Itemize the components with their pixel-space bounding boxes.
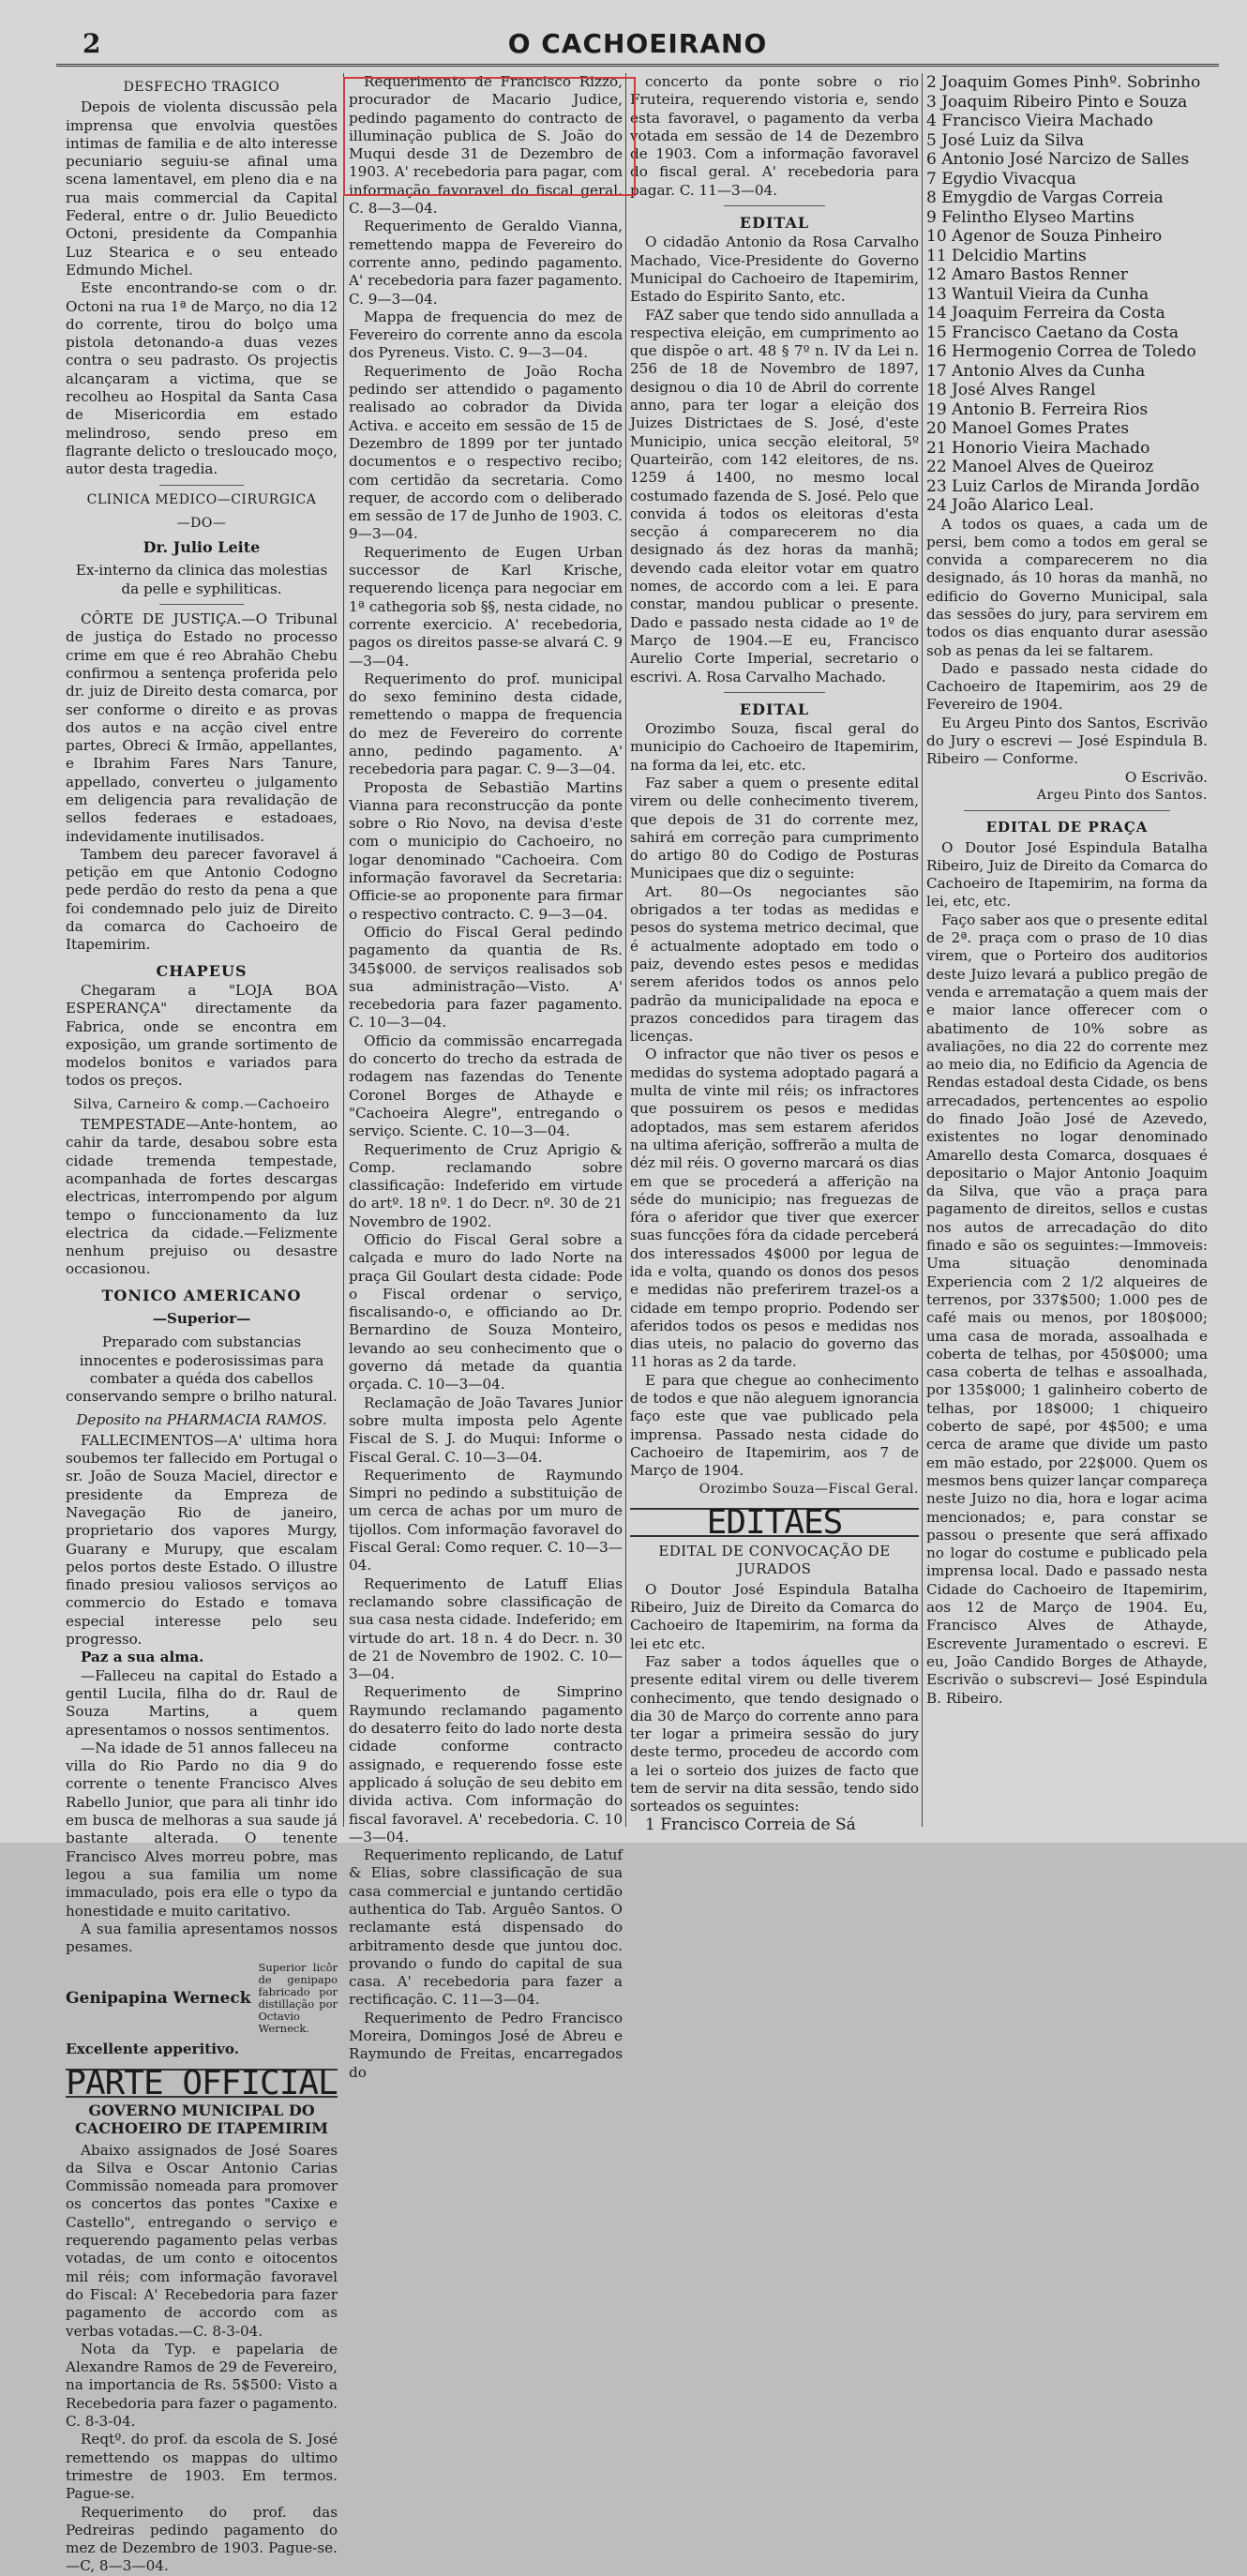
juror-item: 9 Felintho Elyseo Martins bbox=[926, 207, 1134, 227]
article-paragraph: Orozimbo Souza, fiscal geral do municipio do Cachoeiro de Itapemirim, na forma da lei, etc. etc. bbox=[630, 720, 919, 774]
juror-item: 11 Delcidio Martins bbox=[926, 246, 1087, 265]
ad-subtitle: —DO— bbox=[176, 515, 227, 531]
juror-item: 6 Antonio José Narcizo de Salles bbox=[926, 150, 1190, 169]
column-1 bbox=[66, 73, 338, 2575]
article-paragraph: Requerimento de João Rocha pedindo ser attendido o pagamento realisado ao cobrador da Divida Activa. e acceito em sessão de 15 de Dezembro de 1899 por ter juntado documentos e o respectivo recibo; com certidão da secretaria. Como requer, de accordo com o deliberado em sessão de 17 de Junho de 1903. C. 9—3—04. bbox=[349, 362, 623, 543]
article-paragraph: Nota da Typ. e papelaria de Alexandre Ramos de 29 de Fevereiro, na importancia de Rs. 5$500: Visto a Recebedoria para fazer o pagamento. C. 8-3-04. bbox=[66, 2340, 338, 2431]
section-subheading: GOVERNO MUNICIPAL DO CACHOEIRO DE ITAPEMIRIM bbox=[75, 2101, 328, 2138]
article-paragraph: O cidadão Antonio da Rosa Carvalho Machado, Vice-Presidente do Governo Municipal do Cachoeiro de Itapemirim, Estado do Espirito Santo, etc. bbox=[630, 233, 919, 306]
article-paragraph: Requerimento do prof. municipal do sexo feminino desta cidade, remettendo o mappa de frequencia do mez de Fevereiro do corrente anno, pedindo pagamento. A' recebedoria para pagar. C. 9—3—04. bbox=[349, 670, 623, 778]
article-paragraph: Eu Argeu Pinto dos Santos, Escrivão do Jury o escrevi — José Espindula B. Ribeiro — Conforme. bbox=[926, 714, 1208, 768]
divider bbox=[724, 205, 825, 206]
ad-title: TONICO AMERICANO bbox=[101, 1286, 302, 1304]
article-paragraph: Faço saber aos que o presente edital de 2ª. praça com o praso de 10 dias virem, que o Porteiro dos auditorios deste Juizo levará a publico pregão de venda e arrematação a quem mais der e maior lance offerecer com o abatimento de 10% sobre as avaliações, no dia 22 do corrente mez ao meio dia, no Edificio da Agencia de Rendas estadoal desta Cidade, os bens arrecadados, pertencentes ao espolio do finado João José de Azevedo, existentes no logar denominado Amarello desta Comarca, dosquaes é depositario o Major Antonio Joaquim da Silva, que vão a praça para pagamento de direitos, sellos e custas nos autos de arrecadação do dito finado e são os seguintes:—Immoveis: Uma situação denominada Experiencia com 2 1/2 alqueires de terrenos, por 337$500; 1.000 pes de café mais ou menos, por 180$000; uma casa de morada, assoalhada e coberta de telhas, por 450$000; uma casa coberta de telhas e assoalhada, por 135$000; 1 galinheiro coberto de telhas, por 18$000; 1 chiqueiro coberto de sapé, por 4$500; e uma cerca de arame que divide um pasto em mão estado, por 22$000. Quem os mesmos bens quizer lançar compareça neste Juizo no dia, hora e logar acima mencionados; e, para constar se passou o presente que será affixado no logar do costume e publicado pela imprensa local. Dado e passado nesta Cidade do Cachoeiro de Itapemirim, aos 12 de Março de 1904. Eu, Francisco Alves de Athayde, Escrevente Juramentado o escrevi. E eu, João Candido Borges de Athayde, Escrivão o subscrevi— José Espindula B. Ribeiro. bbox=[926, 911, 1208, 1707]
juror-item: 17 Antonio Alves da Cunha bbox=[926, 361, 1146, 381]
juror-item: 12 Amaro Bastos Renner bbox=[926, 265, 1128, 284]
edital-signature: Argeu Pinto dos Santos. bbox=[1036, 787, 1208, 803]
article-paragraph: Officio do Fiscal Geral pedindo pagamento da quantia de Rs. 345$000. de serviços realisados sob sua administração—Visto. A' recebedoria para fazer pagamento. C. 10—3—04. bbox=[349, 923, 623, 1032]
ad-text: Deposito na PHARMACIA RAMOS. bbox=[76, 1411, 327, 1429]
edital-heading: EDITAL DE CONVOCAÇÃO DE JURADOS bbox=[658, 1543, 891, 1578]
column-4 bbox=[926, 73, 1208, 1831]
ad-name: Genipapina Werneck bbox=[66, 1988, 251, 2008]
divider bbox=[724, 692, 825, 693]
column-3 bbox=[630, 73, 919, 1834]
divider bbox=[964, 810, 1170, 811]
column-rule bbox=[625, 73, 626, 1827]
article-paragraph: FAZ saber que tendo sido annullada a respectiva eleição, em cumprimento ao que dispõe o art. 48 § 7º n. IV da Lei n. 256 de 18 de Novembro de 1897, designou o dia 10 de Abril do corrente anno, para ter logar a eleição dos Juizes Districtaes de S. José, d'este Municipio, unica secção eleitoral, 5º Quarteirão, com 142 eleitores, de ns. 1259 á 1400, no mesmo local costumado fazenda de S. José. Pelo que convida á todos os eleitoras d'esta secção á comparecerem no dia designado ás dez horas da manhã; devendo cada eleitor votar em quatro nomes, de accordo com a lei. E para constar, mandou publicar o presente. Dado e passado nesta cidade ao 1º de Março de 1904.—E eu, Francisco Aurelio Corte Imperial, secretario o escrivi. A. Rosa Carvalho Machado. bbox=[630, 306, 919, 685]
article-paragraph: Este encontrando-se com o dr. Octoni na rua 1ª de Março, no dia 12 do corrente, tirou do bolço uma pistola detonando-a duas vezes contra o seu padrasto. Os projectis alcançaram a victima, que se recolheu ao Hospital da Santa Casa de Misericordia em estado melindroso, sendo preso em flagrante delicto o tresloucado moço, autor desta tragedia. bbox=[66, 279, 338, 478]
juror-item: 22 Manoel Alves de Queiroz bbox=[926, 458, 1154, 476]
article-paragraph: Depois de violenta discussão pela imprensa que envolvia questões intimas de familia e de alto interesse pecuniario seguiu-se afinal uma scena lamentavel, em pleno dia e na rua mais commercial da Capital Federal, entre o dr. Julio Beuedicto Octoni, presidente da Companhia Luz Stearica e o seu enteado Edmundo Michel. bbox=[66, 98, 338, 279]
edital-heading: EDITAL bbox=[739, 700, 810, 718]
column-rule bbox=[343, 73, 344, 1827]
article-paragraph: —Falleceu na capital do Estado a gentil Lucila, filha do dr. Raul de Souza Martins, a quem apresentamos o nossos sentimentos. bbox=[66, 1666, 338, 1739]
juror-item: 14 Joaquim Ferreira da Costa bbox=[926, 304, 1165, 323]
juror-item: 13 Wantuil Vieira da Cunha bbox=[926, 284, 1149, 304]
edital-heading: EDITAL bbox=[739, 214, 810, 233]
article-paragraph: Reclamação de João Tavares Junior sobre multa imposta pelo Agente Fiscal de S. J. do Muqui: Informe o Fiscal Geral. C. 10—3—04. bbox=[349, 1393, 623, 1466]
juror-list bbox=[926, 73, 1208, 516]
article-paragraph: Requerimento de Francisco Rizzo, procurador de Macario Judice, pedindo pagamento do contracto de illuminação publica de S. João do Muqui desde 31 de Dezembro de 1903. A' recebedoria para pagar, com informação favoravel do fiscal geral. C. 8—3—04. bbox=[349, 73, 623, 218]
juror-item: 7 Egydio Vivacqua bbox=[926, 169, 1076, 188]
article-paragraph: Dado e passado nesta cidade do Cachoeiro de Itapemirim, aos 29 de Fevereiro de 1904. bbox=[926, 659, 1208, 714]
ad-text: Ex-interno da clinica das molestias da pelle e syphiliticas. bbox=[75, 562, 328, 597]
article-paragraph: O infractor que não tiver os pesos e medidas do systema adoptado pagará a multa de vinte mil réis; os infractores que possuirem os pesos e medidas adoptados, mas sem estarem aferidos na ultima aferição, soffrerão a multa de déz mil réis. O governo marcará os dias em que se procederá a afferição na séde do municipio; nas freguezas de fóra o aferidor que tiver que exercer suas funcções fóra da cidade perceberá dos interessados 4$000 por legua de ida e volta, quando os donos dos pesos e medidas não preferirem trazel-os a cidade em tempo proprio. Podendo ser aferidos todos os pesos e medidas nos dias uteis, no palacio do governo das 11 horas as 2 da tarde. bbox=[630, 1046, 919, 1371]
ad-name: Dr. Julio Leite bbox=[143, 538, 261, 557]
article-paragraph: Faz saber a quem o presente edital virem ou delle conhecimento tiverem, que depois de 31 do corrente mez, sahirá em correção para cumprimento do artigo 80 do Codigo de Posturas Municipaes que diz o seguinte: bbox=[630, 774, 919, 882]
juror-item: 10 Agenor de Souza Pinheiro bbox=[926, 227, 1163, 246]
divider bbox=[159, 604, 244, 605]
column-rule bbox=[922, 73, 923, 1827]
page-number: 2 bbox=[83, 28, 101, 59]
article-paragraph: Requerimento de Geraldo Vianna, remettendo mappa de Fevereiro do corrente anno, pedindo pagamento. A' recebedoria para fazer pagamento. C. 9—3—04. bbox=[349, 218, 623, 308]
juror-item: 23 Luiz Carlos de Miranda Jordão bbox=[926, 476, 1200, 496]
ad-text: Chegaram a "LOJA BOA ESPERANÇA" directamente da Fabrica, onde se encontra em exposição, um grande sortimento de modelos bonitos e variados para todos os preços. bbox=[66, 981, 338, 1090]
article-paragraph: Requerimento de Simprino Raymundo reclamando pagamento do desaterro feito do lado norte desta cidade conforme contracto assignado, e requerendo fosse este applicado á solução de seu debito em divida activa. Com informação do fiscal favoravel. A' recebedoria. C. 10—3—04. bbox=[349, 1683, 623, 1845]
juror-item: 1 Francisco Correia de Sá bbox=[645, 1815, 856, 1834]
juror-item: 4 Francisco Vieira Machado bbox=[926, 112, 1153, 130]
article-title: DESFECHO TRAGICO bbox=[123, 80, 280, 95]
edital-heading: EDITAL DE PRAÇA bbox=[985, 819, 1149, 836]
article-paragraph: Requerimento de Raymundo Simpri no pedindo a substituição de um cerca de achas por um muro de tijollos. Com informação favoravel do Fiscal Geral: Como requer. C. 10—3—04. bbox=[349, 1466, 623, 1574]
genipapina-ad bbox=[66, 1962, 338, 2035]
juror-item: 2 Joaquim Gomes Pinhº. Sobrinho bbox=[926, 73, 1201, 92]
article-paragraph: CÔRTE DE JUSTIÇA.—O Tribunal de justiça do Estado no processo crime em que é reo Abrahão Chebu confirmou a sentença proferida pelo dr. juiz de Direito desta comarca, por ser conforme o direito e as provas dos autos e na acção civel entre partes, Obreci & Irmão, appellantes, e Ibrahim Fares Nars Tanure, appellado, converteu o julgamento em deligencia para revalidação de sellos federaes e estadoaes, indevidamente inutilisados. bbox=[66, 610, 338, 845]
article-paragraph: Faz saber a todos áquelles que o presente edital virem ou delle tiverem conhecimento, que tendo designado o dia 30 de Março do corrente anno para ter logar a primeira sessão do jury deste termo, procedeu de accordo com a lei o sorteio dos juizes de facto que tem de servir na dita sessão, tendo sido sorteados os seguintes: bbox=[630, 1652, 919, 1815]
article-paragraph: A todos os quaes, a cada um de persi, bem como a todos em geral se convida a comparecerem no dia designado, ás 10 horas da manhã, no edificio do Governo Municipal, sala das sessões do jury, para servirem em todos os dias enquanto durar asessão sob as penas da lei se faltarem. bbox=[926, 515, 1208, 659]
article-paragraph: —Na idade de 51 annos falleceu na villa do Rio Pardo no dia 9 do corrente o tenente Francisco Alves Rabello Junior, que para ali tinhr ido em busca de melhoras a sua saude já bastante alterada. O tenente Francisco Alves morreu pobre, mas legou a sua familia um nome immaculado, pois era elle o typo da honestidade e muito caritativo. bbox=[66, 1739, 338, 1920]
juror-item: 18 José Alves Rangel bbox=[926, 381, 1096, 399]
article-paragraph: Requerimento de Latuff Elias reclamando sobre classificação de sua casa nesta cidade. Indeferido; em virtude do art. 18 n. 4 do Decr. n. 30 de 21 de Novembro de 1902. C. 10—3—04. bbox=[349, 1574, 623, 1683]
juror-item: 21 Honorio Vieira Machado bbox=[926, 438, 1150, 458]
edital-signature: Orozimbo Souza—Fiscal Geral. bbox=[699, 1481, 919, 1497]
article-paragraph: Officio da commissão encarregada do concerto do trecho da estrada de rodagem nas fazendas do Tenente Coronel Borges de Athayde e "Cachoeira Alegre", entregando o serviço. Sciente. C. 10—3—04. bbox=[349, 1032, 623, 1140]
article-paragraph: concerto da ponte sobre o rio Fruteira, requerendo vistoria e, sendo esta favoravel, o pagamento da verba votada em sessão de 14 de Dezembro de 1903. Com a informação favoravel do fiscal geral. A' recebedoria para pagar. C. 11—3—04. bbox=[630, 73, 919, 199]
article-paragraph: O Doutor José Espindula Batalha Ribeiro, Juiz de Direito da Comarca do Cachoeiro de Itapemirim, na forma da lei etc etc. bbox=[630, 1580, 919, 1652]
article-paragraph: Requerimento replicando, de Latuf & Elias, sobre classificação de sua casa commercial e juntando certidão authentica do Tab. Arguêo Santos. O reclamante está dispensado do arbitramento desde que juntou doc. provando o fundo do capital de sua casa. A' recebedoria para fazer a rectificação. C. 11—3—04. bbox=[349, 1846, 623, 2009]
section-heading: PARTE OFFICIAL bbox=[66, 2063, 338, 2102]
article-paragraph: Tambem deu parecer favoravel á petição em que Antonio Codogno pede perdão do resto da pena a que foi condemnado pelo juiz de Direito da comarca do Cachoeiro de Itapemirim. bbox=[66, 845, 338, 954]
ad-title: CHAPEUS bbox=[156, 961, 248, 980]
article-paragraph: Requerimento de Eugen Urban successor de Karl Krische, requerendo licença para negociar em 1ª cathegoria sob §§, nesta cidade, no corrente exercicio. A' recebedoria, pagos os direitos passe-se alvará C. 9—3—04. bbox=[349, 543, 623, 670]
ad-signature: Silva, Carneiro & comp.—Cachoeiro bbox=[73, 1096, 330, 1112]
juror-item: 15 Francisco Caetano da Costa bbox=[926, 323, 1179, 342]
ad-text: Preparado com substancias innocentes e poderosissimas para combater a quéda dos cabellos conservando sempre o brilho natural. bbox=[66, 1333, 338, 1406]
article-paragraph: Art. 80—Os negociantes são obrigados a ter todas as medidas e pesos do systema metrico decimal, que é actualmente adoptado em todo o paiz, devendo estes pesos e medidas serem aferidos todos os annos pelo padrão da municipalidade na epoca e prazos concedidos para tiragem das licenças. bbox=[630, 882, 919, 1046]
article-paragraph: Requerimento de Pedro Francisco Moreira, Domingos José de Abreu e Raymundo de Freitas, encarregados do bbox=[349, 2009, 623, 2081]
article-paragraph: Paz a sua alma. bbox=[81, 1649, 204, 1666]
article-paragraph: TEMPESTADE—Ante-hontem, ao cahir da tarde, desabou sobre esta cidade tremenda tempestade, acompanhada de fortes descargas electricas, interrompendo por algum tempo o funccionamento da luz electrica da cidade.—Felizmente nenhum prejuiso ou desastre occasionou. bbox=[66, 1116, 338, 1278]
article-paragraph: E para que chegue ao conhecimento de todos e que não aleguem ignorancia faço este que vae publicado pela imprensa. Passado nesta cidade do Cachoeiro de Itapemirim, aos 7 de Março de 1904. bbox=[630, 1371, 919, 1480]
juror-item: 24 João Alarico Leal. bbox=[926, 496, 1094, 515]
masthead bbox=[56, 13, 1219, 67]
juror-item: 8 Emygdio de Vargas Correia bbox=[926, 188, 1164, 207]
column-2 bbox=[349, 73, 623, 2081]
ad-title: CLINICA MEDICO—CIRURGICA bbox=[86, 491, 317, 507]
article-paragraph: A sua familia apresentamos nossos pesames. bbox=[66, 1920, 338, 1956]
article-paragraph: Officio do Fiscal Geral sobre a calçada e muro do lado Norte na praça Gil Goulart desta cidade: Pode o Fiscal ordenar o serviço, fiscalisando-o, e officiando ao Dr. Bernardino de Souza Monteiro, levando ao seu conhecimento que o governo dá metade da quantia orçada. C. 10—3—04. bbox=[349, 1231, 623, 1393]
ad-text: Excellente apperitivo. bbox=[66, 2041, 240, 2058]
article-paragraph: O Doutor José Espindula Batalha Ribeiro, Juiz de Direito da Comarca do Cachoeiro de Itapemirim, na forma da lei, etc, etc. bbox=[926, 838, 1208, 911]
article-paragraph: Requerimento de Cruz Aprigio & Comp. reclamando sobre classificação: Indeferido em virtude do artº. 18 nº. 1 do Decr. nº. 30 de 21 Novembro de 1902. bbox=[349, 1140, 623, 1230]
juror-item: 19 Antonio B. Ferreira Rios bbox=[926, 399, 1149, 419]
article-paragraph: FALLECIMENTOS—A' ultima hora soubemos ter fallecido em Portugal o sr. João de Souza Maciel, director e presidente da Empreza de Navegação Rio de janeiro, proprietario dos vapores Murgy, Guarany e Murupy, que escalam pelos portos deste Estado. O illustre finado presiou valiosos serviços ao commercio do Estado e tomava especial interesse pelo seu progresso. bbox=[66, 1431, 338, 1649]
juror-item: 16 Hermogenio Correa de Toledo bbox=[926, 342, 1196, 361]
juror-item: 20 Manoel Gomes Prates bbox=[926, 419, 1130, 438]
divider bbox=[159, 485, 244, 486]
juror-item: 3 Joaquim Ribeiro Pinto e Souza bbox=[926, 92, 1188, 112]
article-paragraph: Requerimento do prof. das Pedreiras pedindo pagamento do mez de Dezembro de 1903. Pague-se.—C, 8—3—04. bbox=[66, 2503, 338, 2575]
ad-subtitle: —Superior— bbox=[152, 1310, 251, 1327]
edital-signature: O Escrivão. bbox=[1124, 768, 1208, 786]
juror-item: 5 José Luiz da Silva bbox=[926, 130, 1085, 150]
article-paragraph: Reqtº. do prof. da escola de S. José remettendo os mappas do ultimo trimestre de 1903. Em termos. Pague-se. bbox=[66, 2431, 338, 2503]
article-paragraph: Proposta de Sebastião Martins Vianna para reconstrucção da ponte sobre o Rio Novo, na devisa d'este com o municipio do Cachoeiro, no logar denominado "Cachoeira. Com informação favoravel da Secretaria: Officie-se ao proponente para firmar o respectivo contracto. C. 9—3—04. bbox=[349, 778, 623, 923]
ad-text: Superior licôr de genipapo fabricado por distillação por Octavio Werneck. bbox=[258, 1961, 338, 2036]
newspaper-title: O CACHOEIRANO bbox=[507, 28, 768, 59]
article-paragraph: Mappa de frequencia do mez de Fevereiro do corrente anno da escola dos Pyreneus. Visto. C. 9—3—04. bbox=[349, 308, 623, 362]
article-paragraph: Abaixo assignados de José Soares da Silva e Oscar Antonio Carias Commissão nomeada para promover os concertos das pontes "Caxixe e Castello", entregando o serviço e requerendo pagamento pelas verbas votadas, de um conto e oitocentos mil réis; com informação favoravel do Fiscal: A' Recebedoria para fazer pagamento de accordo com as verbas votadas.—C. 8-3-04. bbox=[66, 2141, 338, 2340]
section-heading: EDITAES bbox=[630, 1508, 919, 1537]
